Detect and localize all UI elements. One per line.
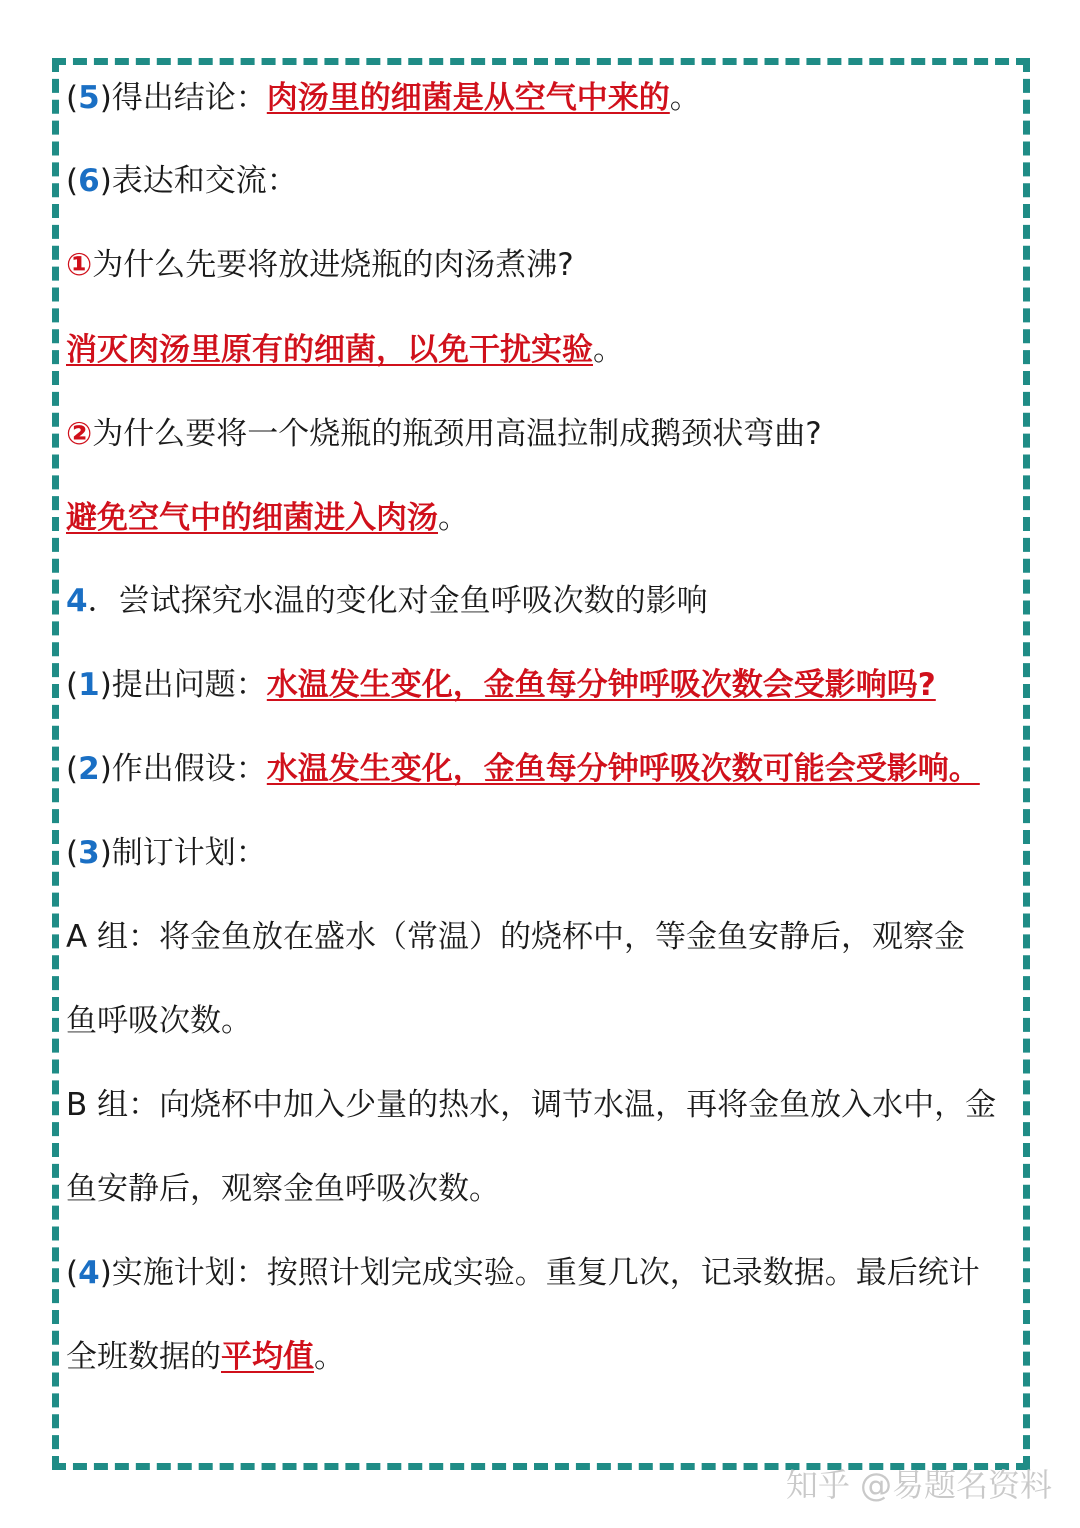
watermark: 知乎 @易题名资料 (785, 1466, 1052, 1504)
answer-2: 避免空气中的细菌进入肉汤。 (66, 500, 469, 536)
question-2: ②为什么要将一个烧瓶的瓶颈用高温拉制成鹅颈状弯曲? (66, 416, 822, 452)
step-6-communication: (6)表达和交流： (66, 163, 298, 199)
plan-group-b: B 组：向烧杯中加入少量的热水，调节水温，再将金鱼放入水中，金 (66, 1087, 997, 1123)
plan-group-a: A 组：将金鱼放在盛水（常温）的烧杯中，等金鱼安静后，观察金 (66, 919, 966, 955)
step-3-plan: (3)制订计划： (66, 835, 267, 871)
answer-1: 消灭肉汤里原有的细菌，以免干扰实验。 (66, 332, 624, 368)
plan-group-b-cont: 鱼安静后，观察金鱼呼吸次数。 (66, 1171, 500, 1207)
step-1-question: (1)提出问题：水温发生变化，金鱼每分钟呼吸次数会受影响吗? (66, 667, 936, 703)
step-4-implement: (4)实施计划：按照计划完成实验。重复几次，记录数据。最后统计 (66, 1255, 980, 1291)
question-1: ①为什么先要将放进烧瓶的肉汤煮沸? (66, 247, 574, 283)
step-4-implement-cont: 全班数据的平均值。 (66, 1339, 345, 1375)
step-2-hypothesis: (2)作出假设：水温发生变化，金鱼每分钟呼吸次数可能会受影响。 (66, 751, 980, 787)
answer-text: 肉汤里的细菌是从空气中来的 (266, 80, 670, 116)
step-5-conclusion: (5)得出结论：肉汤里的细菌是从空气中来的。 (66, 80, 701, 116)
plan-group-a-cont: 鱼呼吸次数。 (66, 1003, 252, 1039)
section-4-title: 4．尝试探究水温的变化对金鱼呼吸次数的影响 (66, 583, 708, 619)
